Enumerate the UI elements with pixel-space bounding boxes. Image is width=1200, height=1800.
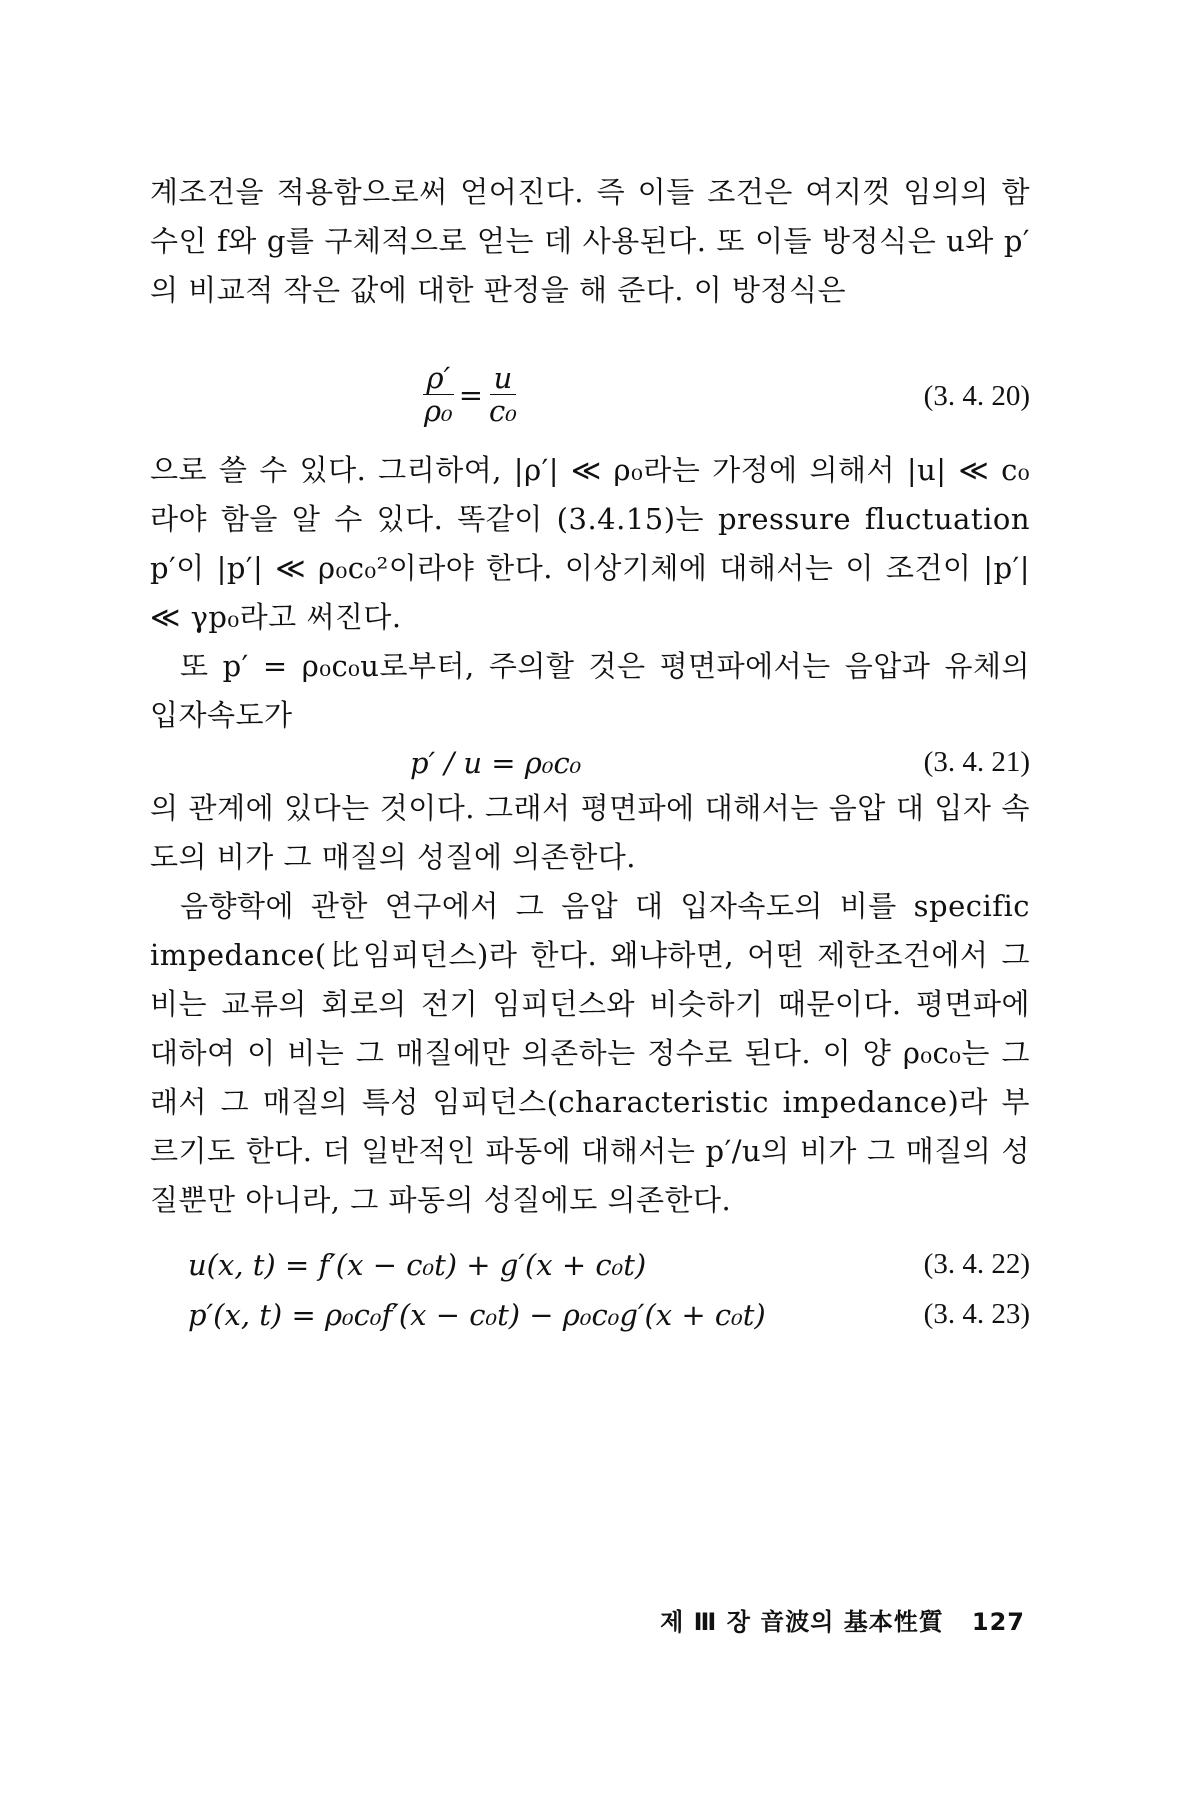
page-number: 127 bbox=[971, 1608, 1025, 1636]
equation-number: (3. 4. 22) bbox=[923, 1248, 1030, 1280]
equation-text: u(x, t) = f′(x − c₀t) + g′(x + c₀t) bbox=[188, 1248, 647, 1282]
equation-number: (3. 4. 21) bbox=[923, 746, 1030, 778]
paragraph-relation: 의 관계에 있다는 것이다. 그래서 평면파에 대해서는 음압 대 입자 속도의 비가 그 매질의 성질에 의존한다. bbox=[150, 791, 1030, 874]
equation-text: p′(x, t) = ρ₀c₀f′(x − c₀t) − ρ₀c₀g′(x + c₀t) bbox=[188, 1298, 766, 1332]
equation-3-4-20 bbox=[150, 362, 1030, 432]
fraction-numerator: ρ′ bbox=[423, 362, 455, 395]
chapter-title: 제 Ⅲ 장 音波의 基本性質 bbox=[660, 1608, 944, 1636]
paragraph-boundary-conditions: 계조건을 적용함으로써 얻어진다. 즉 이들 조건은 여지껏 임의의 함수인 f와 g를 구체적으로 얻는 데 사용된다. 또 이들 방정식은 u와 p′의 비교적 작은 값에 대한 판정을 해 준다. 이 방정식은 bbox=[150, 175, 1030, 307]
equation-number: (3. 4. 23) bbox=[923, 1298, 1030, 1330]
running-footer bbox=[660, 1602, 1025, 1637]
equation-3-4-23 bbox=[150, 1290, 1030, 1350]
fraction-rho bbox=[420, 362, 457, 427]
fraction-velocity bbox=[485, 362, 521, 427]
fraction-denominator: ρ₀ bbox=[424, 394, 453, 428]
paragraph-specific-impedance: 음향학에 관한 연구에서 그 음압 대 입자속도의 비를 specific impedance(比임피던스)라 한다. 왜냐하면, 어떤 제한조건에서 그 비는 교류의 회로의 전기 임피던스와 비슷하기 때문이다. 평면파에 대하여 이 비는 그 매질에만 의존하는 정수로 된다. 이 양 ρ₀c₀는 그래서 그 매질의 특성 임피던스(characteristic impedance)라 부르기도 한다. 더 일반적인 파동에 대해서는 p′/u의 비가 그 매질의 성질뿐만 아니라, 그 파동의 성질에도 의존한다. bbox=[150, 889, 1030, 1217]
fraction-denominator: c₀ bbox=[489, 394, 517, 428]
equation-text: p′ / u = ρ₀c₀ bbox=[410, 746, 582, 780]
paragraph-plane-wave: 또 p′ = ρ₀c₀u로부터, 주의할 것은 평면파에서는 음압과 유체의 입자속도가 bbox=[150, 649, 1030, 732]
equation-number: (3. 4. 20) bbox=[923, 380, 1030, 412]
equals-sign: = bbox=[458, 377, 483, 412]
paragraph-small-amplitude: 으로 쓸 수 있다. 그리하여, |ρ′| ≪ ρ₀라는 가정에 의해서 |u| ≪ c₀라야 함을 알 수 있다. 똑같이 (3.4.15)는 pressure fluctuation p′이 |p′| ≪ ρ₀c₀²이라야 한다. 이상기체에 대해서는 이 조건이 |p′| ≪ γp₀라고 써진다. bbox=[150, 453, 1030, 634]
fraction-numerator: u bbox=[490, 362, 517, 395]
